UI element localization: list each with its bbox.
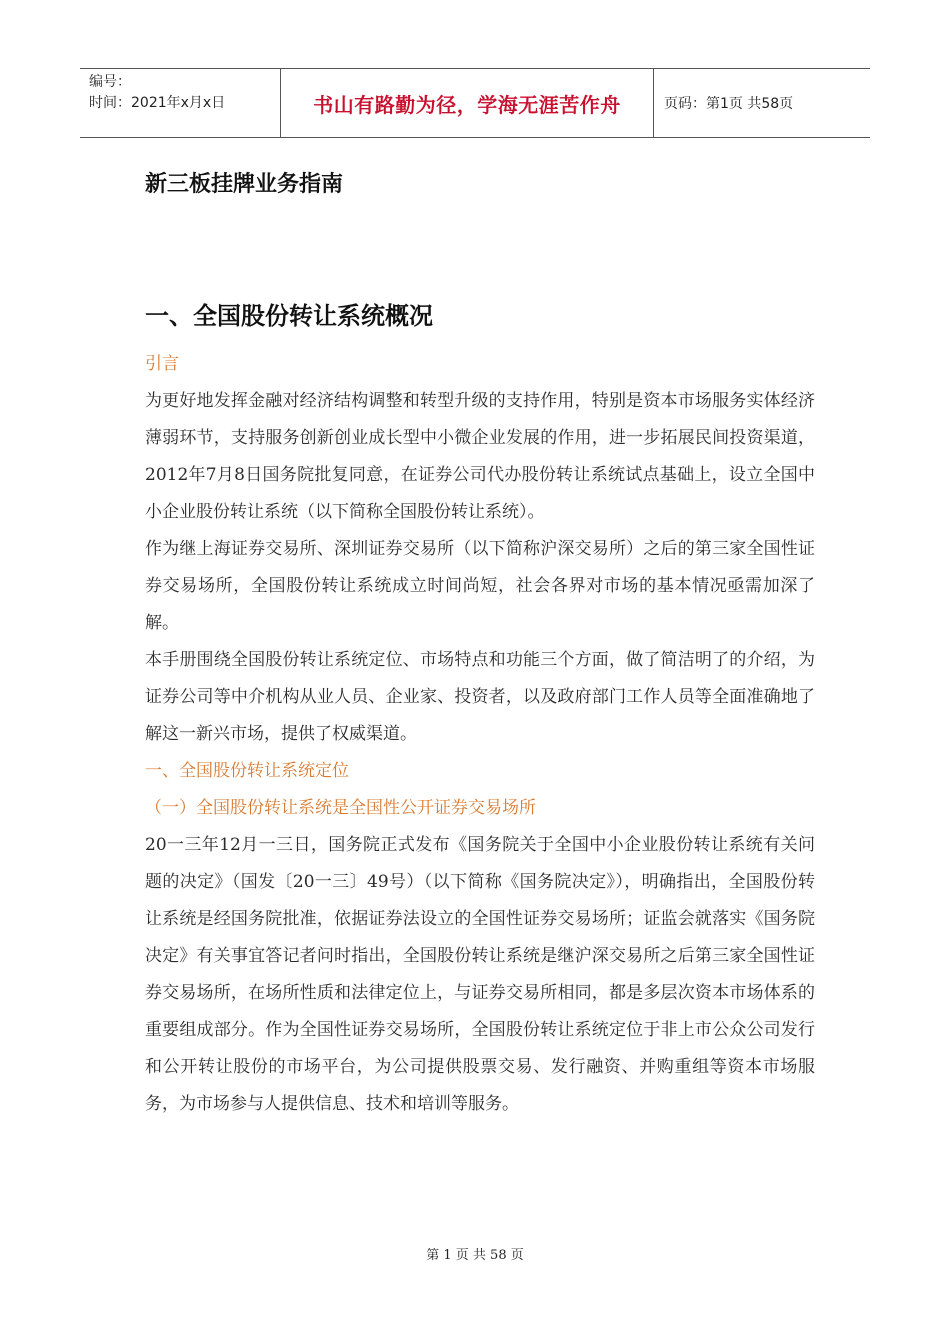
time-label: 时间：2021年x月x日 — [89, 95, 226, 111]
document-body — [145, 346, 815, 1123]
header-table — [80, 68, 870, 138]
number-label: 编号： — [89, 74, 131, 90]
subsub-heading: （一）全国股份转让系统是全国性公开证券交易场所 — [145, 798, 536, 818]
section-heading: 一、全国股份转让系统概况 — [145, 302, 433, 330]
page-footer: 第 1 页 共 58 页 — [426, 1248, 524, 1263]
subsection-heading: 一、全国股份转让系统定位 — [145, 761, 349, 781]
intro-paragraph-2: 作为继上海证券交易所、深圳证券交易所（以下简称沪深交易所）之后的第三家全国性证券交易场所，全国股份转让系统成立时间尚短，社会各界对市场的基本情况亟需加深了解。 — [145, 539, 815, 633]
intro-paragraph-1: 为更好地发挥金融对经济结构调整和转型升级的支持作用，特别是资本市场服务实体经济薄弱环节，支持服务创新创业成长型中小微企业发展的作用，进一步拓展民间投资渠道，2012年7月8日国务院批复同意，在证券公司代办股份转让系统试点基础上，设立全国中小企业股份转让系统（以下简称全国股份转让系统）。 — [145, 391, 815, 522]
intro-paragraph-3: 本手册围绕全国股份转让系统定位、市场特点和功能三个方面，做了简洁明了的介绍，为证券公司等中介机构从业人员、企业家、投资者，以及政府部门工作人员等全面准确地了解这一新兴市场，提供了权威渠道。 — [145, 650, 815, 744]
header-page-info: 页码：第1页 共58页 — [664, 96, 794, 112]
header-meta-cell — [80, 69, 281, 137]
intro-label: 引言 — [145, 354, 179, 374]
header-motto: 书山有路勤为径，学海无涯苦作舟 — [281, 69, 654, 137]
subsub-paragraph: 20一三年12月一三日，国务院正式发布《国务院关于全国中小企业股份转让系统有关问题的决定》（国发〔20一三〕49号）（以下简称《国务院决定》），明确指出，全国股份转让系统是经国务院批准，依据证券法设立的全国性证券交易场所；证监会就落实《国务院决定》有关事宜答记者问时指出，全国股份转让系统是继沪深交易所之后第三家全国性证券交易场所，在场所性质和法律定位上，与证券交易所相同，都是多层次资本市场体系的重要组成部分。作为全国性证券交易场所，全国股份转让系统定位于非上市公众公司发行和公开转让股份的市场平台，为公司提供股票交易、发行融资、并购重组等资本市场服务，为市场参与人提供信息、技术和培训等服务。 — [145, 835, 815, 1114]
document-title: 新三板挂牌业务指南 — [145, 172, 344, 197]
